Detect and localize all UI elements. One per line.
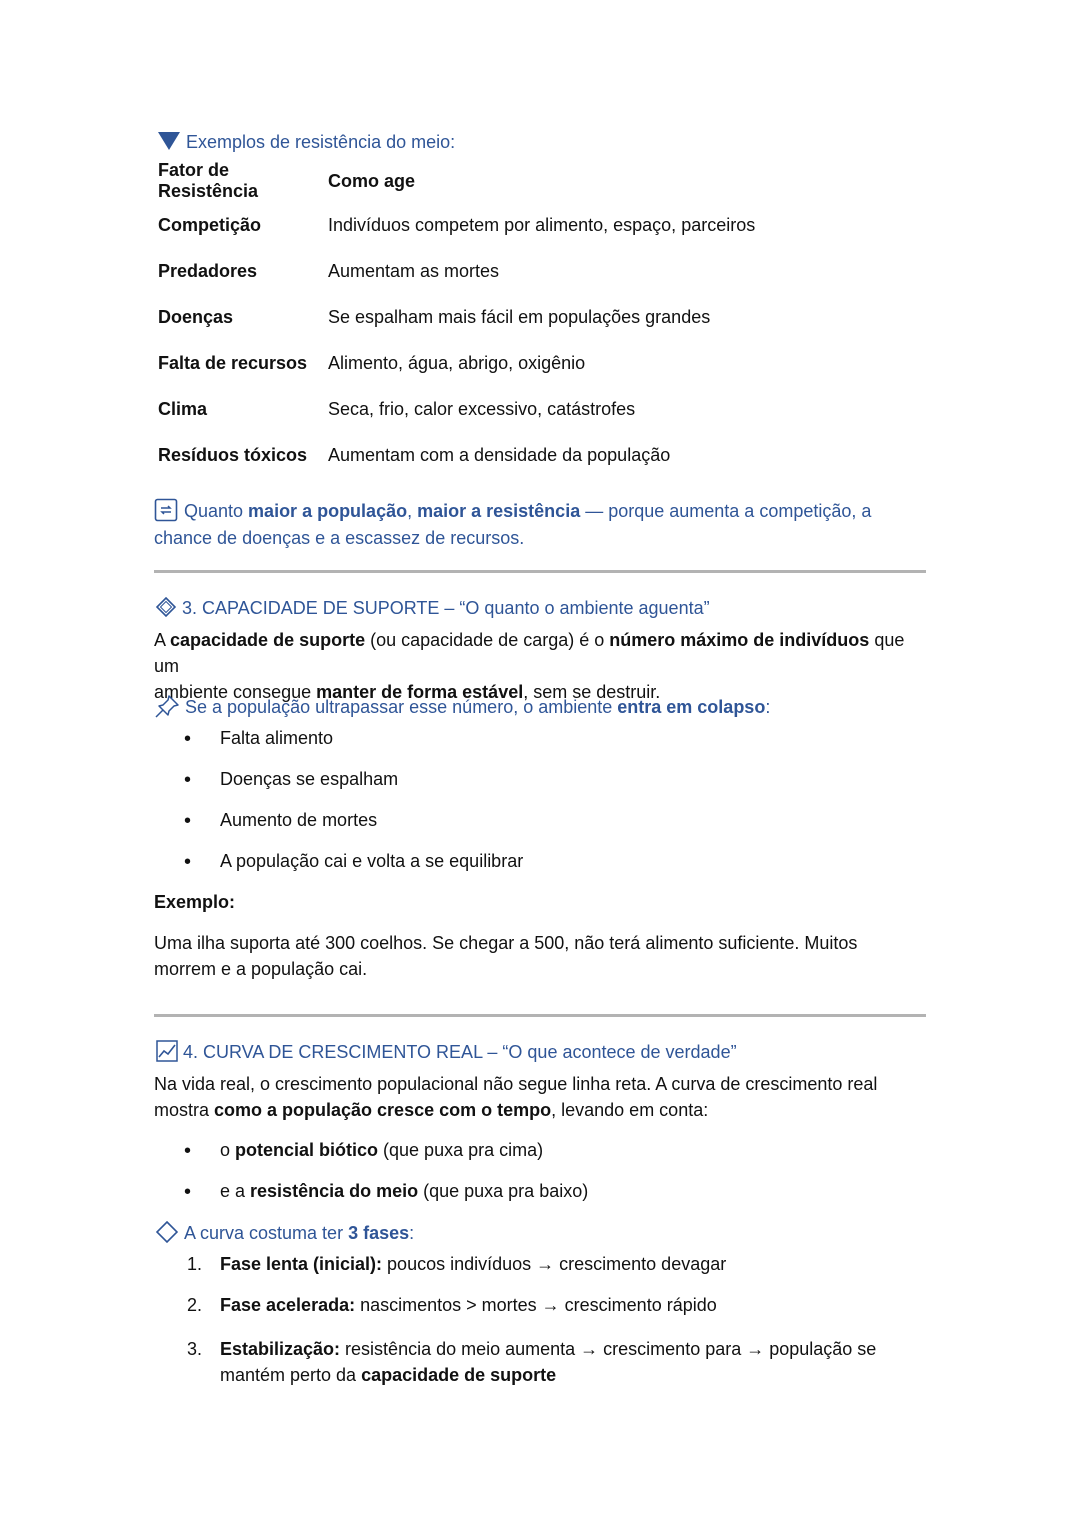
example-label: Exemplo: <box>154 892 236 912</box>
note-bold-population: maior a população <box>248 501 408 521</box>
section-3-title <box>156 598 710 619</box>
curve-intro <box>154 1071 934 1123</box>
bold-term: potencial biótico <box>235 1140 379 1160</box>
list-item: • Doenças se espalham <box>154 769 523 810</box>
curve-bullet-list <box>154 1140 588 1222</box>
list-number: 2. <box>187 1295 203 1315</box>
text: A <box>154 630 171 650</box>
bold-term: Fase acelerada: <box>220 1295 356 1315</box>
section-4-title-text: 4. CURVA DE CRESCIMENTO REAL – “O que acontece de verdade” <box>183 1042 737 1062</box>
text: , levando em conta: <box>551 1100 709 1120</box>
curve-intro-line-1: Na vida real, o crescimento populacional não segue linha reta. A curva de crescimento real <box>154 1074 878 1094</box>
text: (que puxa pra cima) <box>378 1140 544 1160</box>
list-item: • A população cai e volta a se equilibrar <box>154 851 523 892</box>
note-text: , <box>407 501 418 521</box>
table-header-row <box>158 160 755 202</box>
table-row <box>158 386 755 432</box>
table-cell-factor: Competição <box>158 214 262 235</box>
text: nascimentos > mortes → crescimento rápido <box>355 1295 717 1315</box>
list-item <box>154 1181 588 1222</box>
note-bold-resistance: maior a resistência <box>417 501 581 521</box>
bold-term: capacidade de suporte <box>170 630 366 650</box>
list-number: 1. <box>187 1254 203 1274</box>
text: , sem se destruir. <box>523 682 661 702</box>
text: e a <box>220 1181 251 1201</box>
list-item <box>154 1336 876 1388</box>
example-line-1: Uma ilha suporta até 300 coelhos. Se chegar a 500, não terá alimento suficiente. Muitos <box>154 933 858 953</box>
list-item: • Falta alimento <box>154 728 523 769</box>
table-cell-how: Aumentam com a densidade da população <box>328 444 671 465</box>
example-line-2: morrem e a população cai. <box>154 959 368 979</box>
text: mantém perto da <box>220 1365 362 1385</box>
table-row <box>158 294 755 340</box>
collapse-text: Se a população ultrapassar esse número, o ambiente <box>185 697 618 717</box>
table-row <box>158 432 755 478</box>
section-3-title-text: 3. CAPACIDADE DE SUPORTE – “O quanto o ambiente aguenta” <box>182 598 710 618</box>
collapse-text: : <box>765 697 771 717</box>
section-divider <box>154 1014 926 1017</box>
section-4-title <box>156 1042 737 1063</box>
text: A curva costuma ter <box>184 1223 349 1243</box>
diamond-icon <box>156 1221 178 1243</box>
list-item <box>154 1254 876 1295</box>
table-cell-factor: Falta de recursos <box>158 352 308 373</box>
table-row <box>158 340 755 386</box>
table-cell-how: Seca, frio, calor excessivo, catástrofes <box>328 398 636 419</box>
text: o <box>220 1140 236 1160</box>
bold-term: resistência do meio <box>250 1181 419 1201</box>
bold-term: manter de forma estável <box>316 682 524 702</box>
text: que um <box>154 630 905 676</box>
text: mostra <box>154 1100 215 1120</box>
bold-term: Estabilização: <box>220 1339 341 1359</box>
table-cell-how: Indivíduos competem por alimento, espaço, parceiros <box>328 214 756 235</box>
list-item: • Aumento de mortes <box>154 810 523 851</box>
table-cell-how: Se espalham mais fácil em populações grandes <box>328 306 711 327</box>
resistance-note <box>154 498 934 552</box>
list-number: 3. <box>187 1339 203 1359</box>
note-line-2: chance de doenças e a escassez de recursos. <box>154 528 525 548</box>
bold-term: como a população cresce com o tempo <box>214 1100 552 1120</box>
collapse-bold: entra em colapso <box>617 697 766 717</box>
diamond-icon <box>156 597 176 617</box>
phases-intro <box>156 1223 414 1244</box>
pushpin-icon <box>154 694 180 718</box>
table-cell-how: Aumentam as mortes <box>328 260 500 281</box>
text: poucos indivíduos → crescimento devagar <box>382 1254 727 1274</box>
bold-term: número máximo de indivíduos <box>609 630 870 650</box>
text: : <box>409 1223 415 1243</box>
bold-term: 3 fases <box>348 1223 410 1243</box>
table-cell-factor: Resíduos tóxicos <box>158 444 308 465</box>
example-text <box>154 930 934 982</box>
capacity-definition <box>154 627 934 705</box>
text: (que puxa pra baixo) <box>418 1181 589 1201</box>
resistencia-heading <box>158 132 455 153</box>
collapse-line <box>154 697 770 718</box>
text: (ou capacidade de carga) é o <box>365 630 610 650</box>
repeat-icon <box>154 498 178 522</box>
list-item <box>154 1295 876 1336</box>
text: resistência do meio aumenta → crescimento para → população se <box>340 1339 877 1359</box>
table-cell-factor: Doenças <box>158 306 234 327</box>
table-row <box>158 248 755 294</box>
note-text: — porque aumenta a competição, a <box>580 501 872 521</box>
resistencia-heading-text: Exemplos de resistência do meio: <box>186 132 456 152</box>
resistance-table <box>158 160 755 478</box>
collapse-bullet-list <box>154 728 523 892</box>
phases-list <box>154 1254 876 1388</box>
table-header-how: Como age <box>328 170 416 191</box>
bold-term: Fase lenta (inicial): <box>220 1254 383 1274</box>
note-text: Quanto <box>184 501 249 521</box>
table-header-factor: Fator de Resistência <box>158 160 259 201</box>
table-cell-factor: Clima <box>158 398 208 419</box>
table-cell-how: Alimento, água, abrigo, oxigênio <box>328 352 586 373</box>
chart-increasing-icon <box>156 1040 178 1062</box>
list-item <box>154 1140 588 1181</box>
triangle-down-icon <box>158 132 180 150</box>
bold-term: capacidade de suporte <box>361 1365 557 1385</box>
section-divider <box>154 570 926 573</box>
table-row <box>158 202 755 248</box>
text: ambiente consegue <box>154 682 317 702</box>
table-cell-factor: Predadores <box>158 260 258 281</box>
